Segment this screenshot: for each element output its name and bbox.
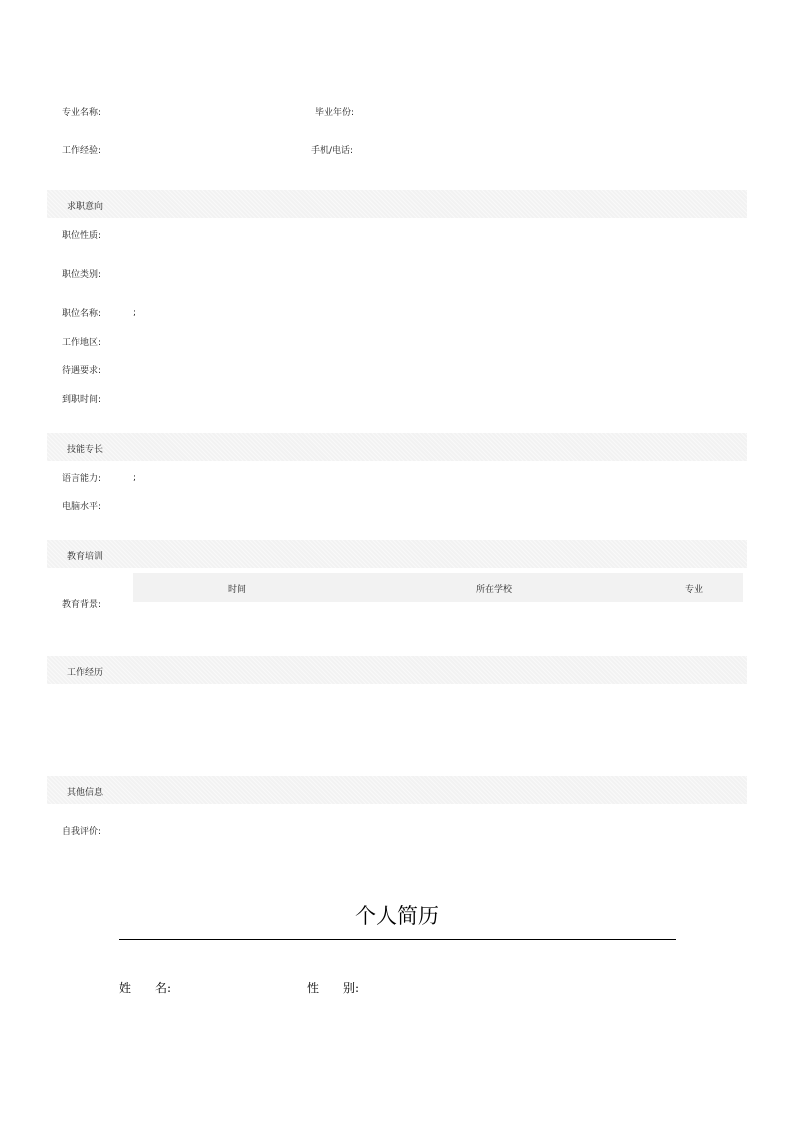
language-label: 语言能力: [62,474,102,484]
job-nature-label: 职位性质: [62,231,102,241]
skills-header [47,433,747,461]
other-info-header [47,776,747,804]
language-value: ; [133,473,137,483]
self-evaluation-label: 自我评价: [62,827,102,837]
major-label: 专业名称: [62,108,102,118]
name-label: 姓 名: [119,981,172,995]
start-date-label: 到职时间: [62,395,102,405]
job-category-label: 职位类别: [62,270,102,280]
work-experience-label: 工作经验: [62,146,102,156]
salary-label: 待遇要求: [62,366,102,376]
job-intent-header [47,190,747,218]
education-title: 教育培训 [67,552,104,562]
gender-label: 性 别: [307,981,360,995]
work-history-header [47,656,747,684]
work-history-title: 工作经历 [67,668,104,678]
education-header [47,540,747,568]
other-info-title: 其他信息 [67,788,104,798]
education-table-header [133,573,743,602]
work-location-label: 工作地区: [62,338,102,348]
job-position-label: 职位名称: [62,309,102,319]
title-divider [119,939,676,940]
graduation-year-label: 毕业年份: [315,108,355,118]
education-column-major: 专业 [685,585,704,595]
job-position-value: ; [133,308,137,318]
skills-title: 技能专长 [67,445,104,455]
education-column-school: 所在学校 [476,585,513,595]
education-column-time: 时间 [228,585,247,595]
resume-title: 个人简历 [355,904,439,928]
phone-label: 手机/电话: [311,146,354,156]
computer-skill-label: 电脑水平: [62,502,102,512]
education-background-label: 教育背景: [62,600,102,610]
job-intent-title: 求职意向 [67,202,104,212]
